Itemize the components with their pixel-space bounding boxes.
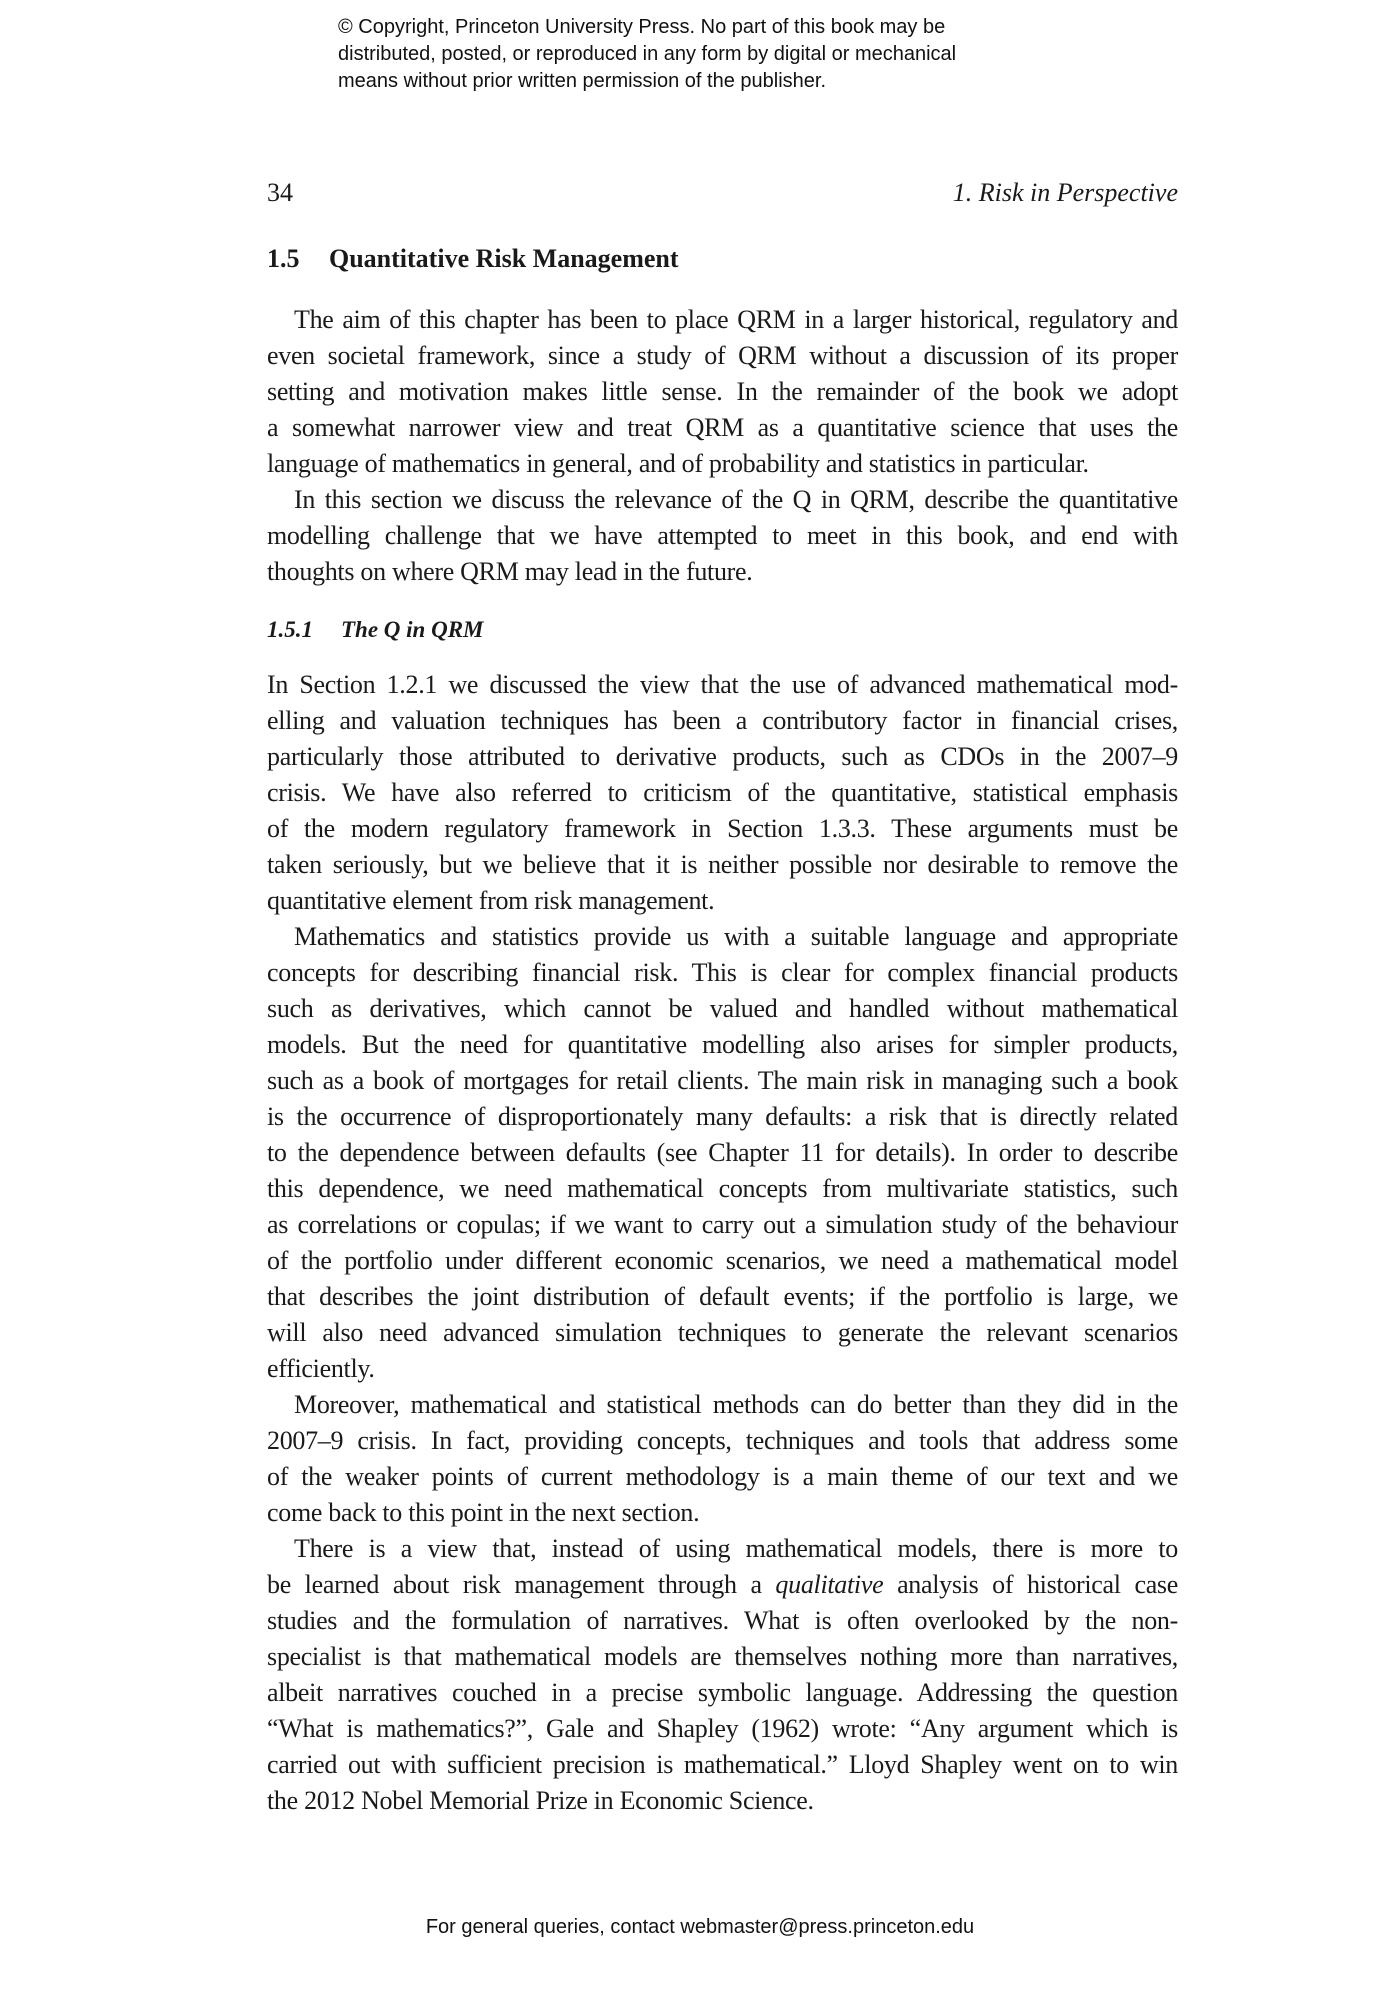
text-line: the 2012 Nobel Memorial Prize in Economic Science. bbox=[267, 1786, 814, 1815]
text-line: models. But the need for quantitative modelling also arises for simpler products, bbox=[267, 1030, 1178, 1059]
text-line: carried out with sufficient precision is mathematical.” Lloyd Shapley went on to win bbox=[267, 1750, 1178, 1779]
text-line: language of mathematics in general, and of probability and statistics in particular. bbox=[267, 449, 1089, 478]
copyright-line: © Copyright, Princeton University Press. No part of this book may be bbox=[338, 16, 946, 38]
emphasis: qualitative bbox=[775, 1570, 884, 1599]
footer-contact: For general queries, contact webmaster@press.princeton.edu bbox=[425, 1916, 975, 1938]
paragraph bbox=[267, 667, 1178, 919]
text-line bbox=[267, 1567, 1178, 1603]
subsection-number: 1.5.1 bbox=[267, 617, 313, 642]
text-line: crisis. We have also referred to criticism of the quantitative, statistical emphasis bbox=[267, 778, 1178, 807]
section-title: Quantitative Risk Management bbox=[329, 244, 679, 273]
text-line: There is a view that, instead of using mathematical models, there is more to bbox=[294, 1534, 1178, 1563]
text-line: In this section we discuss the relevance of the Q in QRM, describe the quantitative bbox=[294, 485, 1178, 514]
running-header bbox=[267, 178, 1178, 210]
text-line: this dependence, we need mathematical concepts from multivariate statistics, such bbox=[267, 1174, 1178, 1203]
page-number: 34 bbox=[267, 178, 293, 207]
copyright-notice bbox=[338, 14, 956, 95]
paragraph bbox=[267, 1531, 1178, 1819]
text-line: come back to this point in the next section. bbox=[267, 1498, 700, 1527]
paragraph bbox=[267, 302, 1178, 482]
text-line: thoughts on where QRM may lead in the future. bbox=[267, 557, 753, 586]
text-line: albeit narratives couched in a precise symbolic language. Addressing the question bbox=[267, 1678, 1178, 1707]
text-line: 2007–9 crisis. In fact, providing concepts, techniques and tools that address some bbox=[267, 1426, 1178, 1455]
text-line: even societal framework, since a study of QRM without a discussion of its proper bbox=[267, 341, 1178, 370]
intro-text bbox=[267, 302, 1178, 590]
text-line: Mathematics and statistics provide us with a suitable language and appropriate bbox=[294, 922, 1178, 951]
section-number: 1.5 bbox=[267, 244, 300, 273]
text-line: such as derivatives, which cannot be valued and handled without mathematical bbox=[267, 994, 1178, 1023]
copyright-line: means without prior written permission of the publisher. bbox=[338, 70, 827, 92]
text-line: taken seriously, but we believe that it is neither possible nor desirable to remove the bbox=[267, 850, 1178, 879]
text-line: elling and valuation techniques has been a contributory factor in financial crises, bbox=[267, 706, 1178, 735]
text-line: In Section 1.2.1 we discussed the view that the use of advanced mathematical mod- bbox=[267, 670, 1178, 699]
text-line: Moreover, mathematical and statistical methods can do better than they did in the bbox=[294, 1390, 1178, 1419]
body-text bbox=[267, 667, 1178, 1819]
subsection-title: The Q in QRM bbox=[341, 617, 484, 642]
text-line: concepts for describing financial risk. This is clear for complex financial products bbox=[267, 958, 1178, 987]
running-title: 1. Risk in Perspective bbox=[952, 178, 1178, 207]
text-line: The aim of this chapter has been to place QRM in a larger historical, regulatory and bbox=[294, 305, 1178, 334]
text-line: of the weaker points of current methodology is a main theme of our text and we bbox=[267, 1462, 1178, 1491]
text-line: that describes the joint distribution of default events; if the portfolio is large, we bbox=[267, 1282, 1178, 1311]
copyright-line: distributed, posted, or reproduced in any form by digital or mechanical bbox=[338, 43, 957, 65]
paragraph bbox=[267, 1387, 1178, 1531]
text-line: setting and motivation makes little sense. In the remainder of the book we adopt bbox=[267, 377, 1178, 406]
paragraph bbox=[267, 919, 1178, 1387]
text-line: of the portfolio under different economic scenarios, we need a mathematical model bbox=[267, 1246, 1178, 1275]
text-line: as correlations or copulas; if we want to carry out a simulation study of the behaviour bbox=[267, 1210, 1178, 1239]
text-segment: be learned about risk management through a bbox=[267, 1570, 776, 1599]
text-line: is the occurrence of disproportionately many defaults: a risk that is directly related bbox=[267, 1102, 1178, 1131]
section-heading bbox=[267, 244, 679, 274]
text-segment: analysis of historical case bbox=[883, 1570, 1178, 1599]
text-line: particularly those attributed to derivative products, such as CDOs in the 2007–9 bbox=[267, 742, 1178, 771]
text-line: of the modern regulatory framework in Section 1.3.3. These arguments must be bbox=[267, 814, 1178, 843]
text-line: modelling challenge that we have attempted to meet in this book, and end with bbox=[267, 521, 1178, 550]
text-line: will also need advanced simulation techniques to generate the relevant scenarios bbox=[267, 1318, 1178, 1347]
text-line: efficiently. bbox=[267, 1354, 375, 1383]
text-line: studies and the formulation of narratives. What is often overlooked by the non- bbox=[267, 1606, 1178, 1635]
subsection-heading bbox=[267, 617, 484, 643]
text-line: quantitative element from risk management. bbox=[267, 886, 715, 915]
text-line: to the dependence between defaults (see Chapter 11 for details). In order to describe bbox=[267, 1138, 1178, 1167]
paragraph bbox=[267, 482, 1178, 590]
text-line: specialist is that mathematical models are themselves nothing more than narratives, bbox=[267, 1642, 1178, 1671]
text-line: a somewhat narrower view and treat QRM as a quantitative science that uses the bbox=[267, 413, 1178, 442]
text-line: “What is mathematics?”, Gale and Shapley (1962) wrote: “Any argument which is bbox=[267, 1714, 1178, 1743]
text-line: such as a book of mortgages for retail clients. The main risk in managing such a book bbox=[267, 1066, 1178, 1095]
